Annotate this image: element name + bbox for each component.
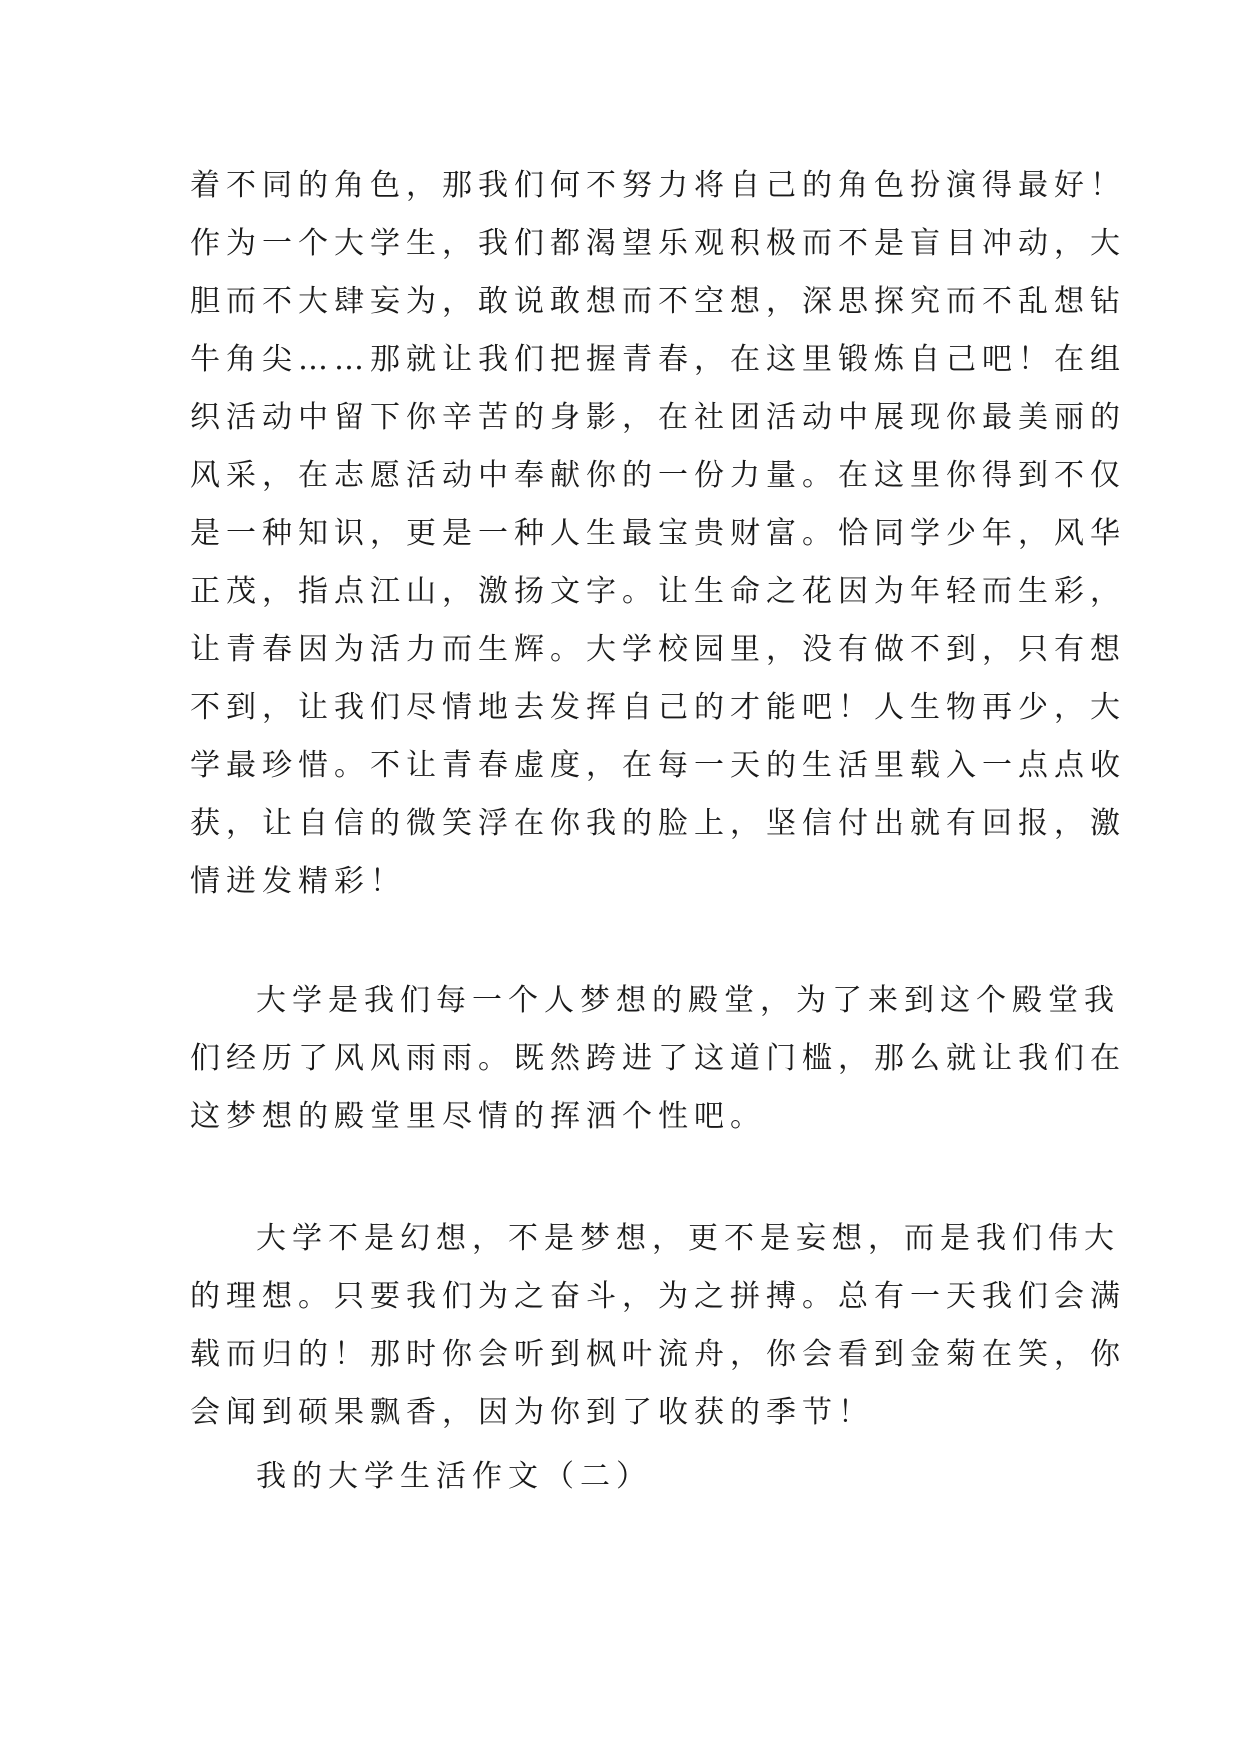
paragraph-line: 这梦想的殿堂里尽情的挥洒个性吧。 <box>190 1099 766 1134</box>
paragraph-line: 胆而不大肆妄为，敢说敢想而不空想，深思探究而不乱想钻 <box>190 284 1126 319</box>
paragraph-line: 情迸发精彩！ <box>190 864 406 899</box>
paragraph-line: 学最珍惜。不让青春虚度，在每一天的生活里载入一点点收 <box>190 748 1126 783</box>
paragraph-line: 让青春因为活力而生辉。大学校园里，没有做不到，只有想 <box>190 632 1126 667</box>
paragraph-line: 正茂，指点江山，激扬文字。让生命之花因为年轻而生彩， <box>190 574 1126 609</box>
paragraph-line: 着不同的角色，那我们何不努力将自己的角色扮演得最好！ <box>190 168 1126 203</box>
paragraph-line: 载而归的！那时你会听到枫叶流舟，你会看到金菊在笑，你 <box>190 1337 1126 1372</box>
paragraph-line: 作为一个大学生，我们都渴望乐观积极而不是盲目冲动，大 <box>190 226 1126 261</box>
paragraph-line: 获，让自信的微笑浮在你我的脸上，坚信付出就有回报，激 <box>190 806 1126 841</box>
paragraph-line: 风采，在志愿活动中奉献你的一份力量。在这里你得到不仅 <box>190 458 1126 493</box>
paragraph-line: 是一种知识，更是一种人生最宝贵财富。恰同学少年，风华 <box>190 516 1126 551</box>
paragraph-line: 牛角尖……那就让我们把握青春，在这里锻炼自己吧！在组 <box>190 342 1126 377</box>
paragraph-line: 的理想。只要我们为之奋斗，为之拼搏。总有一天我们会满 <box>190 1279 1126 1314</box>
paragraph-line: 会闻到硕果飘香，因为你到了收获的季节！ <box>190 1395 874 1430</box>
paragraph-line: 大学不是幻想，不是梦想，更不是妄想，而是我们伟大 <box>256 1221 1120 1256</box>
paragraph-line: 们经历了风风雨雨。既然跨进了这道门槛，那么就让我们在 <box>190 1041 1126 1076</box>
paragraph-line: 大学是我们每一个人梦想的殿堂，为了来到这个殿堂我 <box>256 983 1120 1018</box>
section-heading-text: 我的大学生活作文（二） <box>256 1459 652 1494</box>
paragraph-1 <box>190 157 1126 911</box>
section-heading <box>190 1448 1070 1506</box>
paragraph-3 <box>190 1210 1126 1442</box>
paragraph-line: 织活动中留下你辛苦的身影，在社团活动中展现你最美丽的 <box>190 400 1126 435</box>
paragraph-2 <box>190 972 1126 1146</box>
paragraph-line: 不到，让我们尽情地去发挥自己的才能吧！人生物再少，大 <box>190 690 1126 725</box>
